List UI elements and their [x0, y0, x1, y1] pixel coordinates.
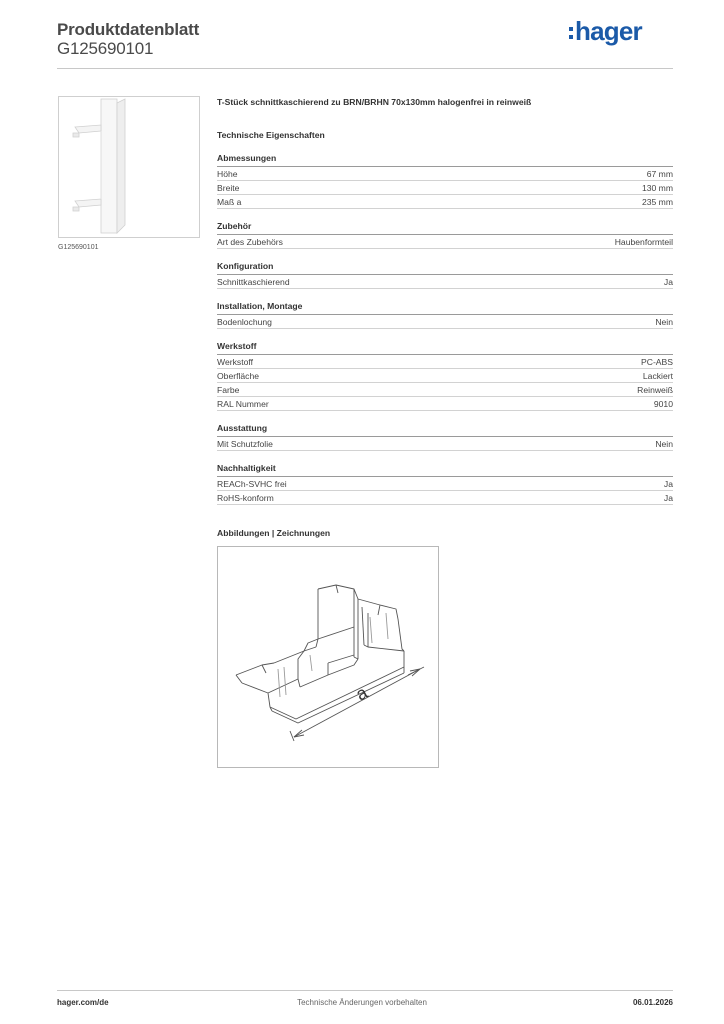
- hager-logo-text: hager: [575, 16, 642, 46]
- spec-value: Nein: [655, 439, 673, 449]
- spec-value: Nein: [655, 317, 673, 327]
- spec-row: [217, 235, 673, 249]
- group-title: Nachhaltigkeit: [217, 462, 673, 477]
- spec-value: Reinweiß: [637, 385, 673, 395]
- spec-label: Höhe: [217, 169, 238, 179]
- spec-row: [217, 167, 673, 181]
- spec-label: Maß a: [217, 197, 242, 207]
- footer-notice: Technische Änderungen vorbehalten: [297, 998, 427, 1007]
- spec-value: 67 mm: [646, 169, 673, 179]
- spec-label: RAL Nummer: [217, 399, 269, 409]
- spec-row: [217, 477, 673, 491]
- group-title: Ausstattung: [217, 422, 673, 437]
- group-title: Werkstoff: [217, 340, 673, 355]
- product-details: [217, 96, 673, 539]
- spec-label: Breite: [217, 183, 240, 193]
- spec-value: 130 mm: [641, 183, 673, 193]
- product-thumbnail[interactable]: [58, 96, 200, 238]
- spec-value: PC-ABS: [641, 357, 673, 367]
- spec-row: [217, 181, 673, 195]
- hager-logo[interactable]: [568, 16, 658, 48]
- spec-label: Farbe: [217, 385, 240, 395]
- spec-row: [217, 383, 673, 397]
- header-divider: [57, 68, 673, 69]
- group-title: Abmessungen: [217, 152, 673, 167]
- group-title: Zubehör: [217, 220, 673, 235]
- technical-heading: Technische Eigenschaften: [217, 130, 325, 140]
- group-installation: [217, 300, 673, 329]
- spec-row: [217, 397, 673, 411]
- group-title: Konfiguration: [217, 260, 673, 275]
- footer-divider: [57, 990, 673, 991]
- spec-label: REACh-SVHC frei: [217, 479, 287, 489]
- spec-row: [217, 369, 673, 383]
- spec-label: RoHS-konform: [217, 493, 274, 503]
- spec-label: Werkstoff: [217, 357, 253, 367]
- group-werkstoff: [217, 340, 673, 411]
- group-zubehoer: [217, 220, 673, 249]
- spec-value: Ja: [663, 479, 673, 489]
- group-ausstattung: [217, 422, 673, 451]
- spec-label: Bodenlochung: [217, 317, 272, 327]
- group-nachhaltigkeit: [217, 462, 673, 505]
- group-title: Installation, Montage: [217, 300, 673, 315]
- spec-row: [217, 491, 673, 505]
- spec-value: 235 mm: [641, 197, 673, 207]
- spec-label: Oberfläche: [217, 371, 260, 381]
- article-number: G125690101: [57, 39, 154, 58]
- spec-row: [217, 195, 673, 209]
- footer-date: 06.01.2026: [632, 998, 673, 1007]
- spec-label: Art des Zubehörs: [217, 237, 283, 247]
- spec-value: Ja: [663, 277, 673, 287]
- product-title: T-Stück schnittkaschierend zu BRN/BRHN 70x130mm halogenfrei in reinweiß: [217, 97, 532, 107]
- spec-row: [217, 315, 673, 329]
- group-konfiguration: [217, 260, 673, 289]
- spec-value: Haubenformteil: [614, 237, 673, 247]
- thumbnail-caption: G125690101: [58, 244, 99, 251]
- spec-row: [217, 275, 673, 289]
- page-title: Produktdatenblatt: [57, 20, 200, 39]
- technical-drawing[interactable]: [217, 546, 439, 768]
- group-abmessungen: [217, 152, 673, 209]
- spec-value: 9010: [653, 399, 673, 409]
- figures-heading: Abbildungen | Zeichnungen: [217, 528, 331, 538]
- footer-website[interactable]: hager.com/de: [57, 998, 109, 1007]
- spec-label: Mit Schutzfolie: [217, 439, 273, 449]
- spec-value: Ja: [663, 493, 673, 503]
- dimension-label-a: a: [352, 682, 371, 705]
- spec-label: Schnittkaschierend: [217, 277, 290, 287]
- spec-value: Lackiert: [642, 371, 673, 381]
- spec-row: [217, 437, 673, 451]
- spec-row: [217, 355, 673, 369]
